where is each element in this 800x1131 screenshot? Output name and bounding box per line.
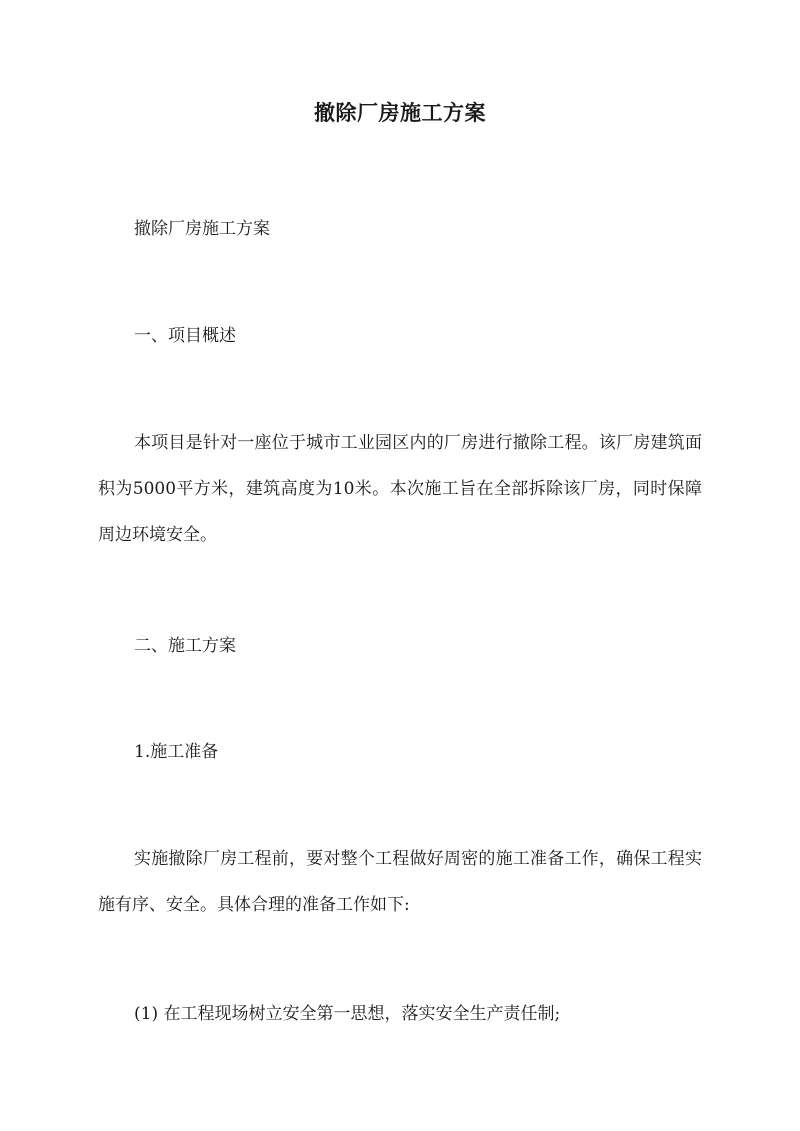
preparation-list-item: (1) 在工程现场树立安全第一思想，落实安全生产责任制; [134,1004,561,1024]
section-heading-plan: 二、施工方案 [134,636,236,656]
overview-paragraph: 本项目是针对一座位于城市工业园区内的厂房进行撤除工程。该厂房建筑面积为5000平方米，建筑高度为10米。本次施工旨在全部拆除该厂房，同时保障周边环境安全。 [98,433,702,545]
document-title: 撤除厂房施工方案 [314,100,486,125]
document-subtitle: 撤除厂房施工方案 [134,219,270,239]
preparation-paragraph: 实施撤除厂房工程前，要对整个工程做好周密的施工准备工作，确保工程实施有序、安全。具体合理的准备工作如下: [98,849,702,915]
subsection-heading-preparation: 1.施工准备 [134,742,219,762]
section-heading-overview: 一、项目概述 [134,326,236,346]
